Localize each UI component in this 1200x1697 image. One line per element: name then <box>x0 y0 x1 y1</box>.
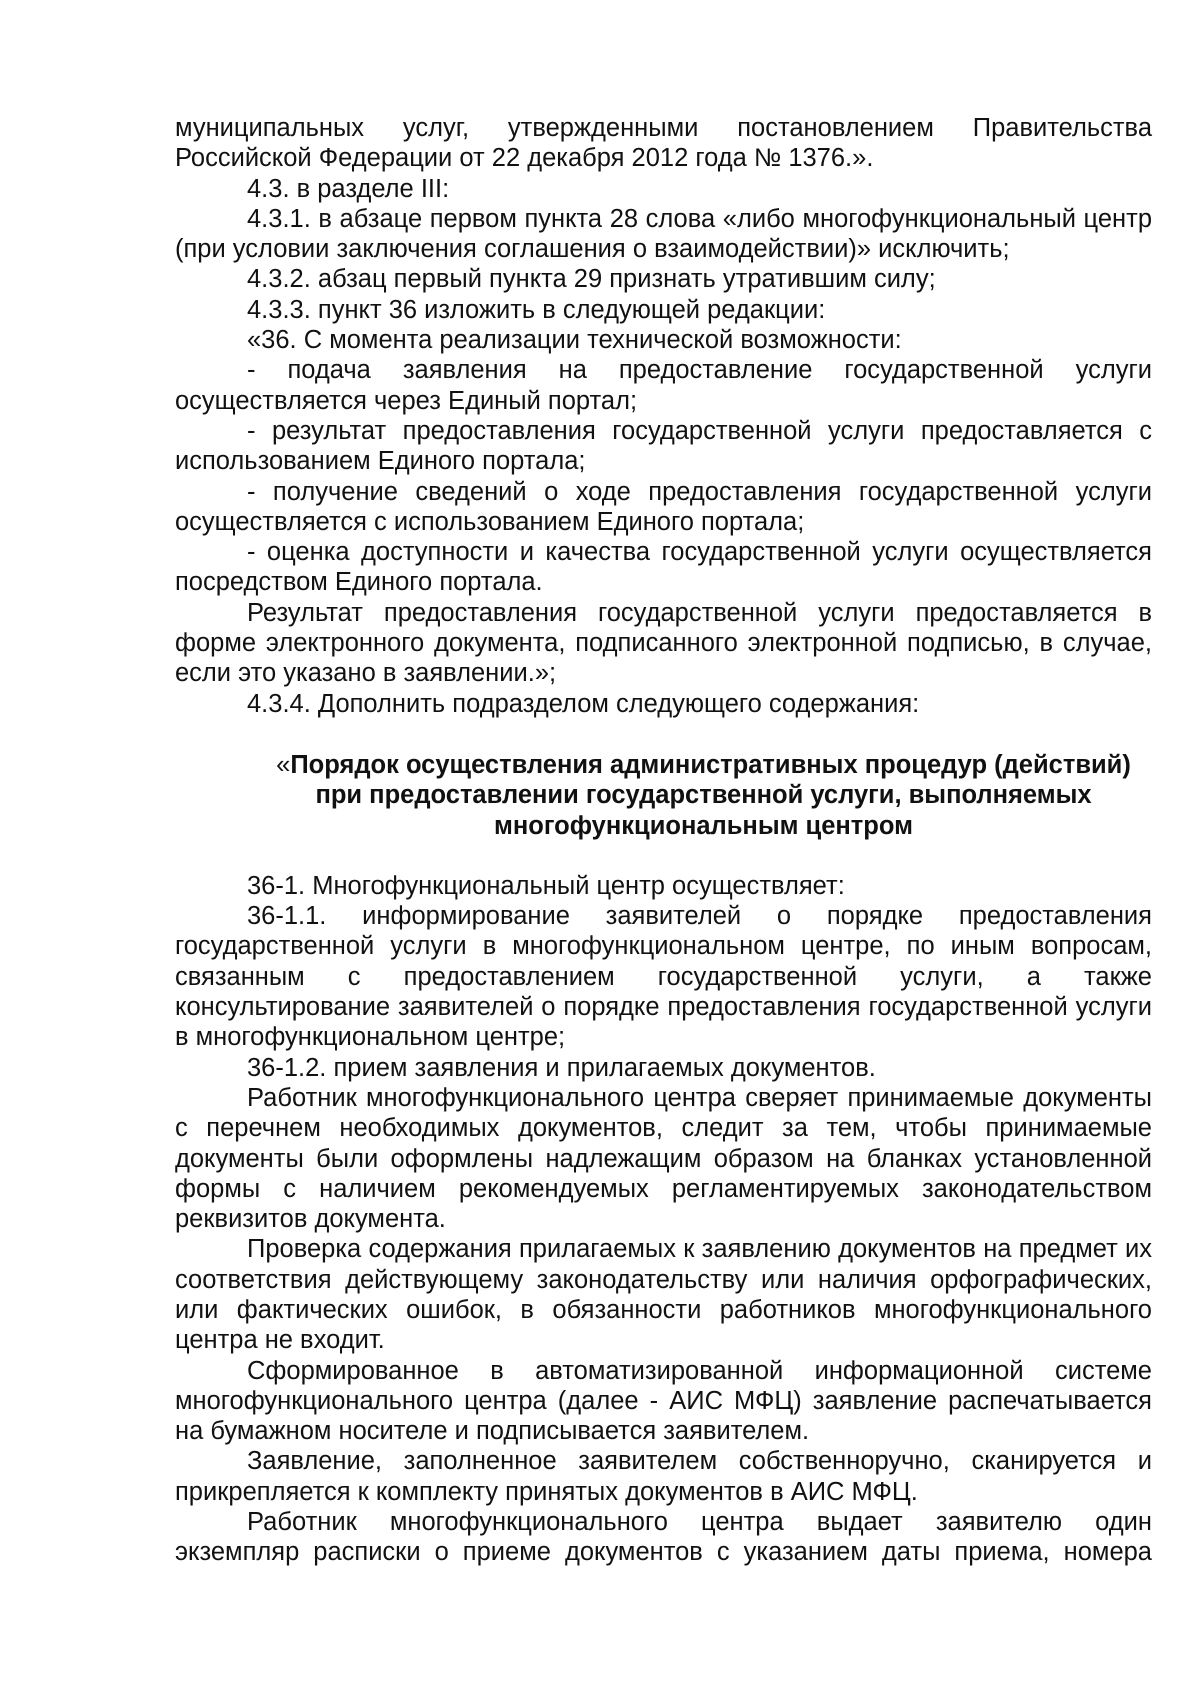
paragraph-verification: Работник многофункционального центра сверяет принимаемые документы с перечнем необходимых документов, следит за тем, чтобы принимаемые документы были оформлены надлежащим образом на бланках установленной формы с наличием рекомендуемых регламентируемых законодательством реквизитов документа. <box>175 1083 1152 1234</box>
paragraph-4-3-3: 4.3.3. пункт 36 изложить в следующей редакции: <box>247 295 826 324</box>
list-item-evaluation: - оценка доступности и качества государственной услуги осуществляется посредством Единого портала. <box>175 538 1152 597</box>
document-body <box>175 113 1152 1568</box>
heading-open-quote: « <box>276 750 291 779</box>
paragraph-receipt: Работник многофункционального центра выдает заявителю один экземпляр расписки о приеме документов с указанием даты приема, номера <box>175 1508 1152 1567</box>
paragraph-36-1: 36-1. Многофункциональный центр осуществляет: <box>247 871 845 900</box>
section-heading <box>175 750 1152 841</box>
paragraph-ais-mfc: Сформированное в автоматизированной информационной системе многофункционального центра (далее - АИС МФЦ) заявление распечатывается на бумажном носителе и подписывается заявителем. <box>175 1356 1152 1446</box>
heading-text: Порядок осуществления административных процедур (действий) при предоставлении государственной услуги, выполняемых многофункциональным центром <box>290 750 1131 840</box>
paragraph-scanning: Заявление, заполненное заявителем собственноручно, сканируется и прикрепляется к комплекту принятых документов в АИС МФЦ. <box>175 1447 1152 1506</box>
paragraph-result-form: Результат предоставления государственной услуги предоставляется в форме электронного документа, подписанного электронной подписью, в случае, если это указано в заявлении.»; <box>175 598 1152 688</box>
paragraph-content-check: Проверка содержания прилагаемых к заявлению документов на предмет их соответствия действующему законодательству или наличия орфографических, или фактических ошибок, в обязанности работников многофункционального центра не входит. <box>175 1235 1152 1355</box>
paragraph-4-3-2: 4.3.2. абзац первый пункта 29 признать утратившим силу; <box>247 265 936 294</box>
paragraph-continuation: муниципальных услуг, утвержденными постановлением Правительства Российской Федерации от 22 декабря 2012 года № 1376.». <box>175 114 1152 173</box>
paragraph-4-3-4: 4.3.4. Дополнить подразделом следующего содержания: <box>247 689 920 718</box>
paragraph-4-3: 4.3. в разделе III: <box>247 174 450 203</box>
paragraph-4-3-1: 4.3.1. в абзаце первом пункта 28 слова «либо многофункциональный центр (при условии заключения соглашения о взаимодействии)» исключить; <box>175 204 1152 264</box>
paragraph-36-1-1: 36-1.1. информирование заявителей о порядке предоставления государственной услуги в многофункциональном центре, по иным вопросам, связанным с предоставлением государственной услуги, а также консультирование заявителей о порядке предоставления государственной услуги в многофункциональном центре; <box>175 902 1152 1052</box>
list-item-submission: - подача заявления на предоставление государственной услуги осуществляется через Единый портал; <box>175 356 1152 415</box>
paragraph-36: «36. С момента реализации технической возможности: <box>247 326 902 355</box>
list-item-result: - результат предоставления государственной услуги предоставляется с использованием Единого портала; <box>175 416 1152 476</box>
paragraph-36-1-2: 36-1.2. прием заявления и прилагаемых документов. <box>247 1053 876 1082</box>
list-item-status: - получение сведений о ходе предоставления государственной услуги осуществляется с использованием Единого портала; <box>175 477 1152 536</box>
